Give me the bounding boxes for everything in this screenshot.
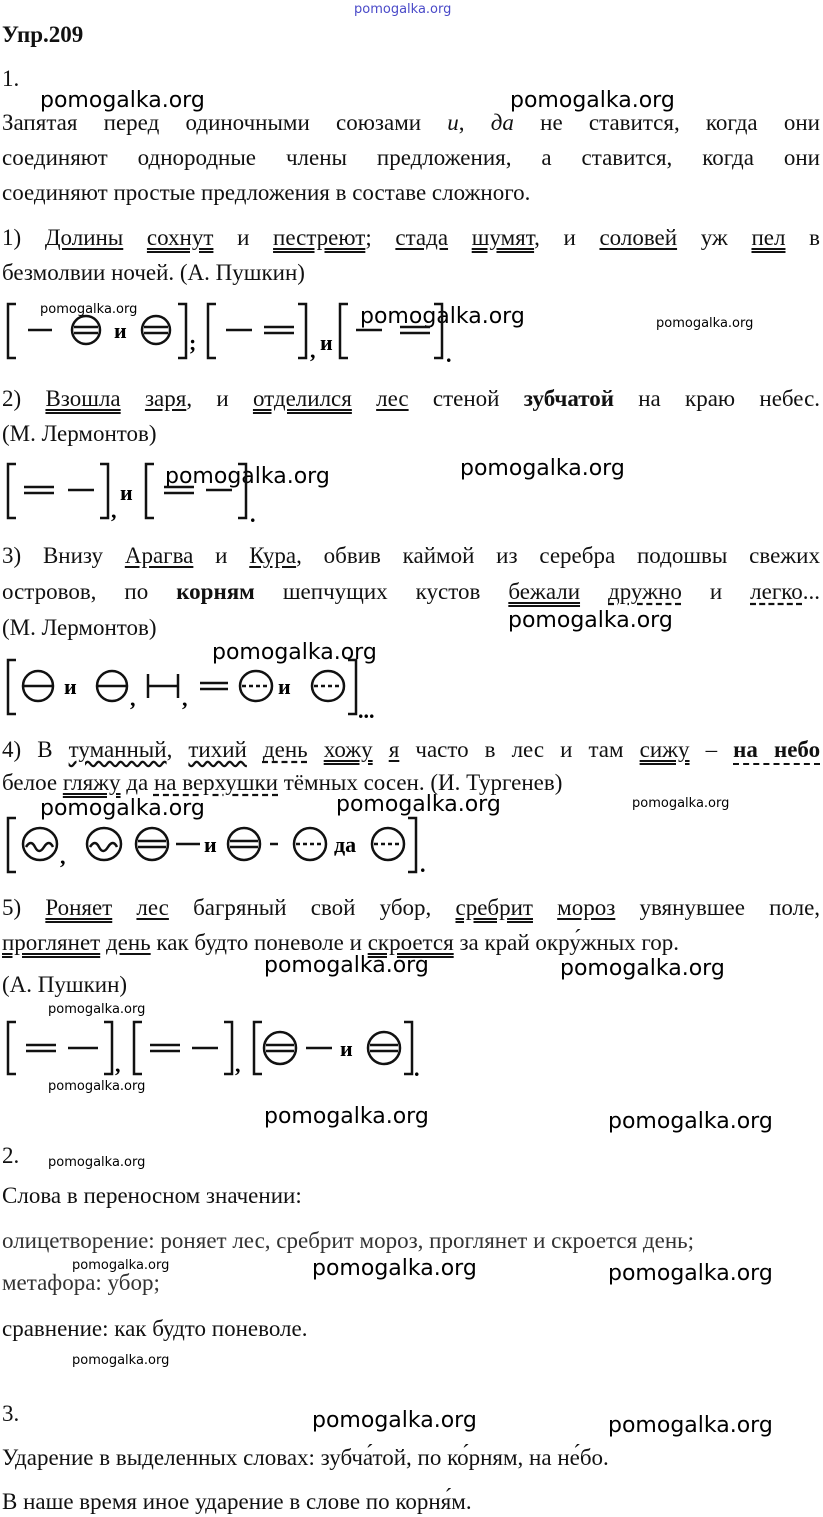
sentence-5-line-3: (А. Пушкин) (2, 972, 128, 997)
sentence-3-line-1: 3) Внизу Арагва и Кура, обвив каймой из серебра подошвы свежих (2, 543, 820, 568)
watermark: pomogalka.org (336, 792, 501, 817)
scheme-period: . (414, 1056, 420, 1081)
sentence-2-scheme (6, 460, 276, 526)
watermark: pomogalka.org (312, 1256, 477, 1281)
sentence-2-line-2: (М. Лермонтов) (2, 421, 157, 446)
watermark: pomogalka.org (264, 953, 429, 978)
scheme-comma: , (130, 686, 136, 711)
watermark: pomogalka.org (656, 316, 754, 331)
watermark: pomogalka.org (312, 1408, 477, 1433)
watermark: pomogalka.org (40, 88, 205, 113)
rule-line-1: Запятая перед одиночными союзами и, да не ставится, когда они (2, 110, 820, 135)
part2-line-2: метафора: убор; (2, 1270, 160, 1295)
watermark: pomogalka.org (460, 456, 625, 481)
sentence-2-line-1: 2) Взошла заря, и отделился лес стеной зубчатой на краю небес. (2, 386, 821, 411)
part3-line-1: Ударение в выделенных словах: зубча́той, по ко́рням, на не́бо. (2, 1445, 609, 1470)
scheme-period: . (420, 852, 426, 877)
scheme-comma: , (60, 844, 66, 869)
scheme-comma: , (111, 498, 117, 523)
scheme-conj: и (320, 330, 333, 355)
sentence-1-line-2: безмолвии ночей. (А. Пушкин) (2, 260, 305, 285)
scheme-conj: и (120, 480, 133, 505)
scheme-comma: , (182, 686, 188, 711)
watermark: pomogalka.org (508, 608, 673, 633)
rule-line-3: соединяют простые предложения в составе сложного. (2, 180, 531, 205)
watermark: pomogalka.org (40, 796, 205, 821)
sentence-5-scheme (6, 1018, 436, 1080)
sentence-1-line-1: 1) Долины сохнут и пестреют; стада шумят, и соловей уж пел в (2, 225, 821, 250)
watermark: pomogalka.org (48, 1002, 146, 1017)
sentence-3-line-2: островов, по корням шепчущих кустов бежали дружно и легко... (2, 579, 821, 604)
watermark: pomogalka.org (48, 1155, 146, 1170)
scheme-conj-da: да (334, 832, 357, 857)
exercise-title: Упр.209 (2, 22, 84, 47)
watermark: pomogalka.org (212, 640, 377, 665)
scheme-conj: и (64, 674, 77, 699)
watermark: pomogalka.org (608, 1109, 773, 1134)
sentence-3-scheme (6, 656, 386, 722)
part2-number: 2. (2, 1143, 20, 1168)
watermark: pomogalka.org (510, 88, 675, 113)
top-watermark: pomogalka.org (354, 2, 452, 17)
watermark: pomogalka.org (560, 956, 725, 981)
watermark: pomogalka.org (165, 464, 330, 489)
watermark: pomogalka.org (360, 304, 525, 329)
sentence-5-line-2: проглянет день как будто поневоле и скроется за край окру́жных гор. (2, 930, 680, 955)
part3-line-2: В наше время иное ударение в слове по корня́м. (2, 1489, 472, 1514)
watermark: pomogalka.org (72, 1353, 170, 1368)
scheme-conj: и (204, 832, 217, 857)
watermark: pomogalka.org (72, 1258, 170, 1273)
part2-line-3: сравнение: как будто поневоле. (2, 1316, 308, 1341)
scheme-comma: , (115, 1052, 121, 1077)
scheme-ellipsis: ... (358, 698, 375, 723)
watermark: pomogalka.org (48, 1079, 146, 1094)
sentence-1-scheme (6, 300, 466, 366)
scheme-period: . (250, 502, 256, 527)
part2-line-1: олицетворение: роняет лес, сребрит мороз, проглянет и скроется день; (2, 1228, 695, 1253)
watermark: pomogalka.org (264, 1104, 429, 1129)
sentence-3-line-3: (М. Лермонтов) (2, 615, 157, 640)
part3-number: 3. (2, 1401, 20, 1426)
sentence-4-line-2: белое гляжу да на верхушки тёмных сосен. (И. Тургенев) (2, 770, 563, 795)
watermark: pomogalka.org (632, 796, 730, 811)
rule-line-2: соединяют однородные члены предложения, а ставится, когда они (2, 145, 820, 170)
watermark: pomogalka.org (40, 302, 138, 317)
scheme-conj: и (114, 318, 127, 343)
part1-number: 1. (2, 66, 20, 91)
sentence-4-line-1: 4) В туманный, тихий день хожу я часто в лес и там сижу – на небо (2, 737, 820, 763)
scheme-comma: , (310, 338, 316, 363)
sentence-4-scheme (6, 814, 446, 880)
watermark: pomogalka.org (608, 1413, 773, 1438)
scheme-period: . (446, 342, 452, 367)
scheme-semicolon: ; (189, 330, 197, 355)
scheme-conj: и (340, 1036, 353, 1061)
scheme-conj: и (278, 674, 291, 699)
scheme-comma: , (235, 1052, 241, 1077)
sentence-5-line-1: 5) Роняет лес багряный свой убор, сребрит мороз увянувшее поле, (2, 895, 821, 920)
watermark: pomogalka.org (608, 1261, 773, 1286)
part2-heading: Слова в переносном значении: (2, 1183, 302, 1208)
